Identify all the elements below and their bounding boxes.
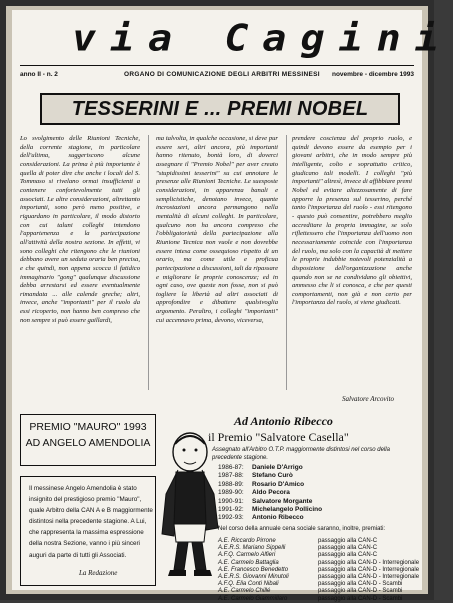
winner-years: 1988-89: xyxy=(218,480,244,488)
issue-number: anno II - n. 2 xyxy=(20,71,58,78)
list-item xyxy=(218,552,419,559)
promotion-destination: passaggio alla CAN-C xyxy=(318,545,378,552)
winner-years: 1991-92: xyxy=(218,506,244,514)
referee-name: A.E. Francesco Benedetto xyxy=(218,566,289,573)
winner-name: Rosario D'Amico xyxy=(252,480,305,488)
winner-name: Michelangelo Pollicino xyxy=(252,506,323,514)
winner-years: 1992-93: xyxy=(218,514,244,522)
passages-intro: Nel corso della annuale cena sociale saranno, inoltre, premiati: xyxy=(218,526,386,532)
list-item xyxy=(218,545,419,552)
masthead xyxy=(12,10,453,78)
headline-box xyxy=(40,93,400,125)
article-column-1: Lo svolgimento delle Riunioni Tecniche, della corrente stagione, in particolare dell'ultima, suggeriscono alcune considerazioni. La prima è più importante è quella di poter dire che anche i locali del S. Tommaso si rivelano ormai insufficienti a contenere confortevolmente tutti gli associati. Le altre considerazioni, altrettanto importanti, sono però meno positive, e riguardano in particolare, il modo distorto con cui taluni colleghi intendono l'appartenenza e la partecipazione all'attività della nostra sezione. In effetti, vi sono colleghi che ritengono che le riunioni debbano avere un seduta oraria ben precisa, e che quindi, non appena scocca il fatidico immaginario "gong" qualunque discussione debba arrestarsi ed essere eventualmente rimandata ... alle calende greche; altri, invece, anche "importanti" per il ruolo da essi ricoperto, non hanno ben compreso che non sempre si può essere gaillardi, xyxy=(20,135,140,324)
masthead-rule xyxy=(20,65,414,66)
list-item xyxy=(218,489,322,497)
list-item xyxy=(218,498,322,506)
list-item xyxy=(218,567,419,574)
winner-years: 1989-90: xyxy=(218,489,244,497)
winner-years: 1990-91: xyxy=(218,497,244,505)
article-column-3: prendere coscienza del proprio ruolo, e quindi devono essere da esempio per i giovani arbitri, che in modo sempre più intelligente, colto e soprattutto critico, giudicano tali modelli. I colleghi "più importanti" altresì, invece di affibbiare premi Nobel ed evitare altezzosamente di fare apporre la presenza sul tesserino, perché tanto l'importanza del ruolo - essi ritengono - questo può consentire, potrebbero meglio accreditare la propria immagine, se solo riflettessero che l'importanza dell'uomo non necessariamente coincide con l'importanza del ruolo, ma solo con la capacità di mettere le proprie indubbie notevoli potenzialità a disposizione dell'organizzazione anche quando non se ne condividano gli obiettivi, ammesso che li si conosca, e che per questi comportamenti, non già e non certo per l'importanza del ruolo, si viene giudicati. xyxy=(292,135,412,307)
premio-casella-subtitle: il Premio "Salvatore Casella" xyxy=(208,430,349,444)
issue-date: novembre - dicembre 1993 xyxy=(331,71,414,78)
column-divider xyxy=(148,135,149,390)
premio-mauro-text: Il messinese Angelo Amendolia è stato insignito del prestigioso premio "Mauro", quale Arbitro della CAN A e B maggiormente distintosi nella precedente stagione. A Lui, che rappresenta la massima espressione della nostra Sezione, vanno i più sinceri auguri da parte di tutti gli Associati. xyxy=(29,485,153,559)
referee-name: A.F.Q. Carmelo Alfieri xyxy=(218,552,276,559)
list-item xyxy=(218,481,322,489)
winner-name: Antonio Ribecco xyxy=(252,514,304,522)
winner-years: 1987-88: xyxy=(218,472,244,480)
publication-organ: ORGANO DI COMUNICAZIONE DEGLI ARBITRI MESSINESI xyxy=(124,71,320,78)
newspaper-page xyxy=(12,10,453,602)
referee-name: A.F.Q. Elia Conti Nibali xyxy=(218,581,279,588)
referee-name: A.E. Carmelo Giammillaro xyxy=(218,595,288,602)
premio-casella-title: Ad Antonio Ribecco xyxy=(234,414,333,428)
list-item xyxy=(218,538,419,545)
promotion-destination: passaggio alla CAN-C xyxy=(318,552,378,559)
list-item xyxy=(218,514,322,522)
promotion-destination: passaggio alla CAN-D - Scambi xyxy=(318,581,403,588)
promotion-destination: passaggio alla CAN-C xyxy=(318,538,378,544)
promotion-destination: passaggio alla CAN-D - Interregionale xyxy=(318,574,420,581)
list-item xyxy=(218,464,322,472)
list-item xyxy=(218,560,419,567)
referee-name: A.E.R.S. Giovanni Minutoli xyxy=(218,574,289,581)
promotion-destination: passaggio alla CAN-D - Interregionale xyxy=(318,559,420,566)
article-headline: TESSERINI E ... PREMI NOBEL xyxy=(71,98,369,120)
premio-mauro-title: PREMIO "MAURO" 1993 xyxy=(29,421,147,433)
winner-name: Salvatore Morgante xyxy=(252,497,313,505)
winner-name: Daniele D'Arrigo xyxy=(252,464,303,471)
list-item xyxy=(218,506,322,514)
winner-name: Stefano Curò xyxy=(252,472,293,480)
list-item xyxy=(218,596,419,603)
list-item xyxy=(218,588,419,595)
premio-mauro-signature: La Redazione xyxy=(79,569,118,577)
promotion-destination: passaggio alla CAN-D - Scambi xyxy=(318,595,403,602)
article-signature: Salvatore Arcovito xyxy=(342,395,395,403)
premio-mauro-body-box xyxy=(20,476,156,586)
passages-list xyxy=(218,538,419,603)
list-item xyxy=(218,581,419,588)
article-column-2: ma talvolta, in qualche occasione, si deve pur essere seri, altri ancora, più importanti hanno ritenuto, bontà loro, di doverci assegnare il "Premio Nobel" per aver creato "stupidissimi tesserini" su cui annotare le presenze alle Riunioni Tecniche. Le suesposte considerazioni, in apparenza banali e semplicistiche, denotano invece, quante incrostazioni ancora permangono nella mentalità di alcuni colleghi. In particolare, qualcuno non ha ancora compreso che l'obbligatorietà della partecipazione alla Riunione Tecnica non vuole e non dovrebbe essere intesa come ossequioso rispetto di un orario, ma come utile e proficua partecipazione a discussioni, tali da ripassare e migliorare le proprie conoscenze; ed in ogni caso, ove queste non fosse, non si può togliere la libertà ad altri associati di approfondire e dibattere qualsivoglia argomento. Peraltro, i colleghi "importanti" cui accennavo prima, devono, viceversa, xyxy=(156,135,278,324)
winner-name: Aldo Pecora xyxy=(252,489,290,497)
premio-mauro-winner: AD ANGELO AMENDOLIA xyxy=(25,437,151,449)
premio-casella-intro: Assegnato all'Arbitro O.T.P. maggiormente distintosi nel corso della precedente stagione. xyxy=(212,447,390,461)
masthead-title: via Cagini xyxy=(72,18,453,60)
list-item xyxy=(218,574,419,581)
winners-list xyxy=(218,464,322,523)
winner-years: 1986-87: xyxy=(218,464,244,471)
referee-name: A.E. Carmelo Battaglia xyxy=(218,559,279,566)
promotion-destination: passaggio alla CAN-D - Scambi xyxy=(318,588,403,595)
referee-name: A.E. Riccardo Pirrone xyxy=(218,538,276,544)
referee-name: A.E.R.S. Mariano Sippelli xyxy=(218,545,286,552)
promotion-destination: passaggio alla CAN-D - Interregionale xyxy=(318,566,420,573)
list-item xyxy=(218,472,322,480)
column-divider xyxy=(286,135,287,390)
premio-mauro-title-box xyxy=(20,414,156,466)
referee-name: A.E. Carmelo Chillé xyxy=(218,588,271,595)
